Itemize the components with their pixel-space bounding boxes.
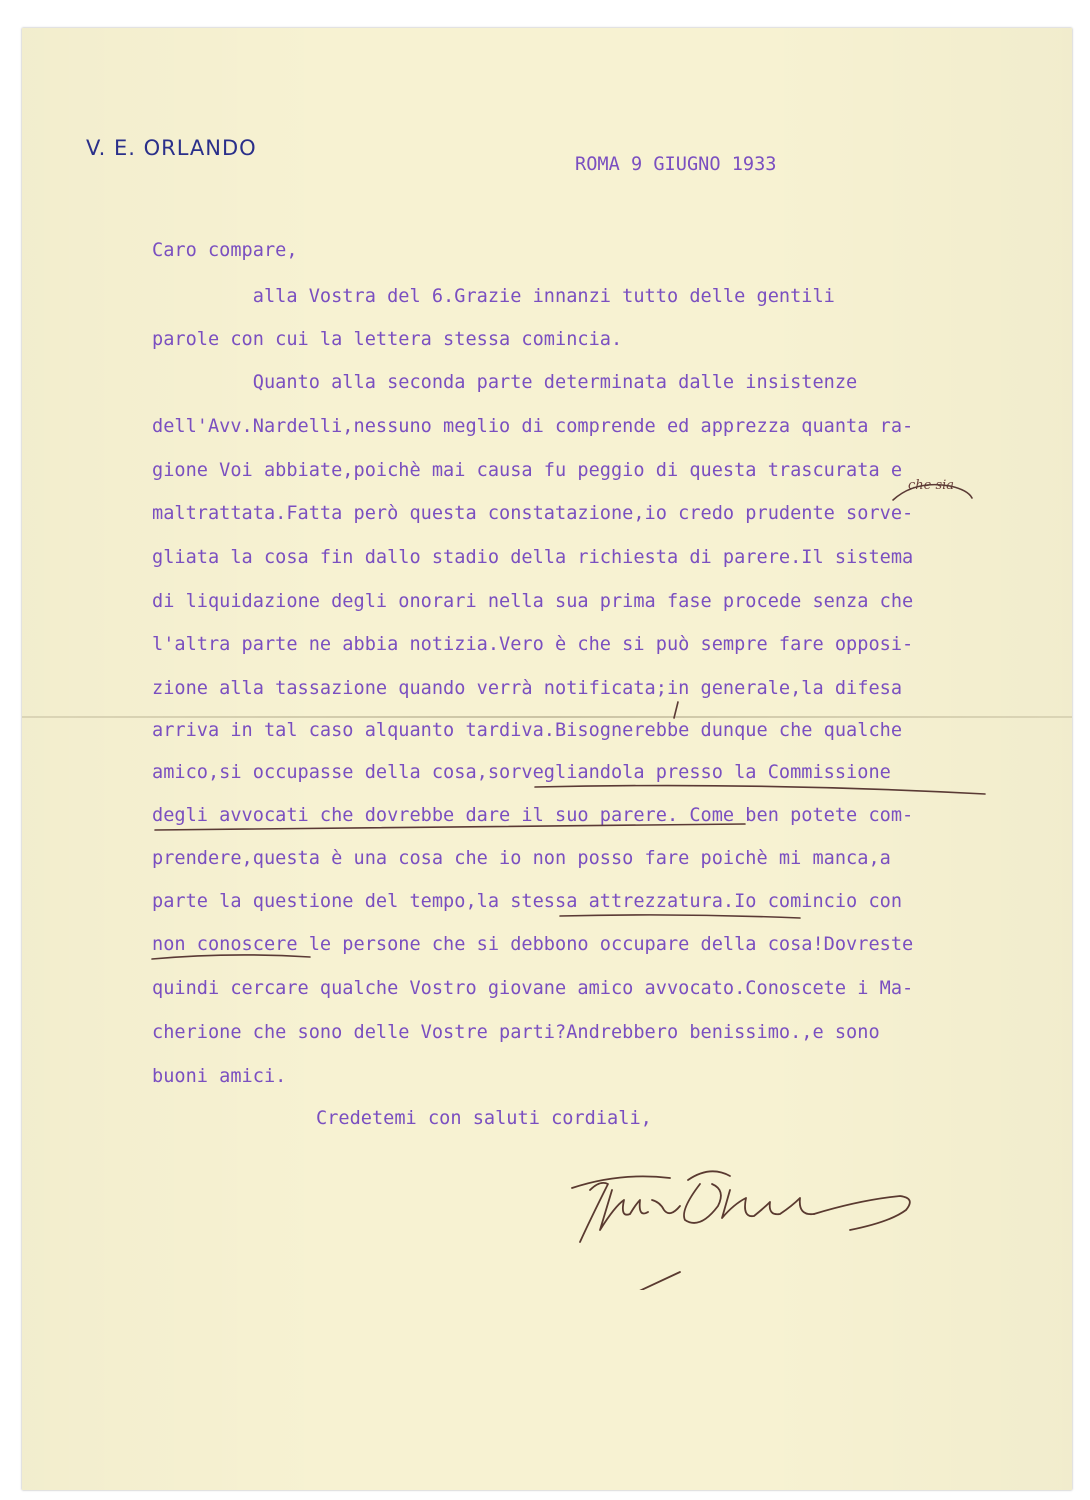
body-line: amico,si occupasse della cosa,sorvegliandola presso la Commissione xyxy=(152,762,891,783)
salutation: Caro compare, xyxy=(152,240,298,261)
body-line: gione Voi abbiate,poichè mai causa fu peggio di questa trascurata e xyxy=(152,460,903,481)
body-line: zione alla tassazione quando verrà notificata;in generale,la difesa xyxy=(152,678,903,699)
body-line: arriva in tal caso alquanto tardiva.Bisognerebbe dunque che qualche xyxy=(152,720,903,741)
body-line: buoni amici. xyxy=(152,1066,287,1087)
body-line: cherione che sono delle Vostre parti?Andrebbero benissimo.,e sono xyxy=(152,1022,880,1043)
body-line: quindi cercare qualche Vostro giovane amico avvocato.Conoscete i Ma- xyxy=(152,978,914,999)
body-line: alla Vostra del 6.Grazie innanzi tutto delle gentili xyxy=(152,286,835,307)
body-line: Quanto alla seconda parte determinata dalle insistenze xyxy=(152,372,858,393)
body-line: di liquidazione degli onorari nella sua prima fase procede senza che xyxy=(152,591,914,612)
handwritten-insert: che sia xyxy=(908,478,955,493)
paper-fold xyxy=(22,716,1072,718)
body-line: degli avvocati che dovrebbe dare il suo parere. Come ben potete com- xyxy=(152,805,914,826)
letter-date: ROMA 9 GIUGNO 1933 xyxy=(575,154,777,175)
body-line: maltrattata.Fatta però questa constatazione,io credo prudente sorve- xyxy=(152,503,914,524)
body-line: gliata la cosa fin dallo stadio della richiesta di parere.Il sistema xyxy=(152,547,914,568)
body-line: prendere,questa è una cosa che io non posso fare poichè mi manca,a xyxy=(152,848,891,869)
signature xyxy=(560,1160,930,1290)
body-line: l'altra parte ne abbia notizia.Vero è che si può sempre fare opposi- xyxy=(152,634,914,655)
body-line: parole con cui la lettera stessa comincia. xyxy=(152,329,623,350)
body-line: dell'Avv.Nardelli,nessuno meglio di comprende ed apprezza quanta ra- xyxy=(152,416,914,437)
body-line: non conoscere le persone che si debbono occupare della cosa!Dovreste xyxy=(152,934,914,955)
body-line: parte la questione del tempo,la stessa attrezzatura.Io comincio con xyxy=(152,891,903,912)
letterhead: V. E. ORLANDO xyxy=(86,136,257,160)
closing: Credetemi con saluti cordiali, xyxy=(316,1108,652,1129)
